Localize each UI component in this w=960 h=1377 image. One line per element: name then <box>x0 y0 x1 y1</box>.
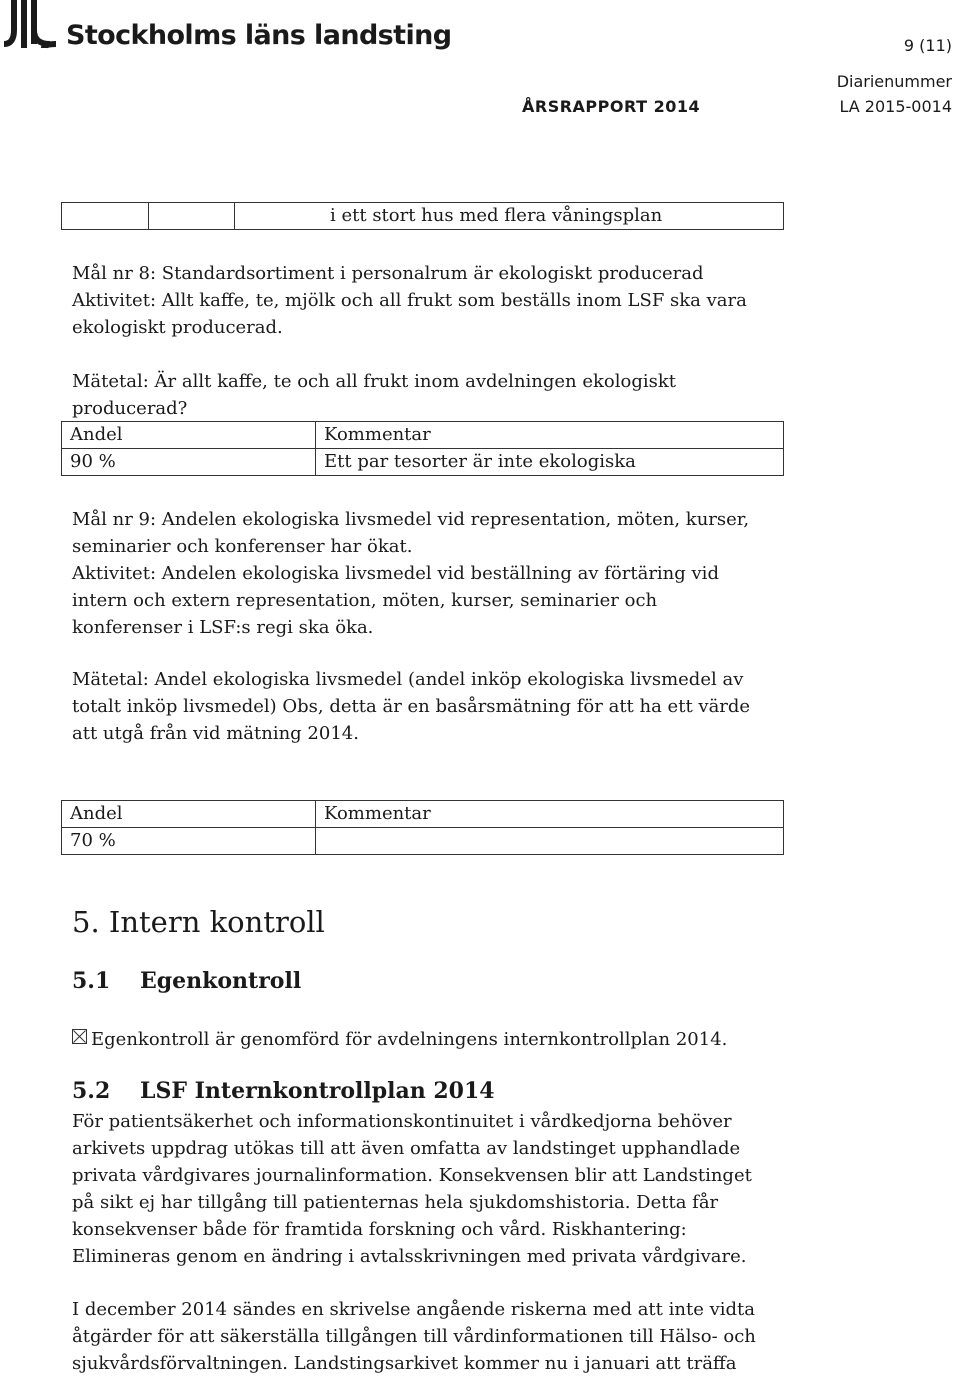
table-cell-value: 70 % <box>62 828 316 855</box>
text-line: seminarier och konferenser har ökat. <box>72 536 413 557</box>
table-cell <box>149 203 235 230</box>
subsection-title: LSF Internkontrollplan 2014 <box>140 1078 495 1104</box>
continued-table <box>61 202 784 230</box>
text-line: arkivets uppdrag utökas till att även omfatta av landstinget upphandlade <box>72 1138 741 1159</box>
text-line: För patientsäkerhet och informationskontinuitet i vårdkedjorna behöver <box>72 1111 732 1132</box>
subsection-title: Egenkontroll <box>140 968 302 994</box>
text-line: Mätetal: Är allt kaffe, te och all frukt inom avdelningen ekologiskt <box>72 371 677 392</box>
checked-checkbox-icon[interactable] <box>72 1029 87 1044</box>
text-line: Mål nr 8: Standardsortiment i personalrum är ekologiskt producerad <box>72 263 704 284</box>
table-cell-comment <box>316 828 784 855</box>
table-row <box>62 801 784 828</box>
subsection-number: 5.1 <box>72 968 111 994</box>
table-cell-value: 90 % <box>62 449 316 476</box>
text-line: åtgärder för att säkerställa tillgången till vårdinformationen till Hälso- och <box>72 1326 756 1347</box>
table-header-kommentar: Kommentar <box>316 422 784 449</box>
goal8-table <box>61 421 784 476</box>
org-logo <box>0 0 452 56</box>
egenkontroll-checkbox-row <box>72 1026 727 1053</box>
table-cell: i ett stort hus med flera våningsplan <box>235 203 784 230</box>
text-line: konferenser i LSF:s regi ska öka. <box>72 617 374 638</box>
text-line: Elimineras genom en ändring i avtalsskrivningen med privata vårdgivare. <box>72 1246 747 1267</box>
text-line: att utgå från vid mätning 2014. <box>72 723 359 744</box>
table-row <box>62 422 784 449</box>
org-name: Stockholms läns landsting <box>66 20 452 51</box>
subsection-number: 5.2 <box>72 1078 111 1104</box>
text-line: intern och extern representation, möten, kurser, seminarier och <box>72 590 658 611</box>
text-line: Mätetal: Andel ekologiska livsmedel (andel inköp ekologiska livsmedel av <box>72 669 744 690</box>
text-line: på sikt ej har tillgång till patienternas hela sjukdomshistoria. Detta får <box>72 1192 719 1213</box>
text-line: Aktivitet: Allt kaffe, te, mjölk och all frukt som beställs inom LSF ska vara <box>72 290 747 311</box>
subsection-heading-egenkontroll <box>72 968 301 994</box>
landsting-crown-logo-icon <box>0 0 62 52</box>
internkontroll-paragraph-2 <box>72 1296 756 1377</box>
text-line: I december 2014 sändes en skrivelse angående riskerna med att inte vidta <box>72 1299 755 1320</box>
text-line: privata vårdgivares journalinformation. Konsekvensen blir att Landstinget <box>72 1165 752 1186</box>
report-title: ÅRSRAPPORT 2014 <box>522 97 701 116</box>
text-line: Aktivitet: Andelen ekologiska livsmedel vid beställning av förtäring vid <box>72 563 719 584</box>
section-heading: 5. Intern kontroll <box>72 905 325 939</box>
diarienummer-value: LA 2015-0014 <box>839 97 952 116</box>
goal8-metric <box>72 368 676 422</box>
text-line: sjukvårdsförvaltningen. Landstingsarkivet kommer nu i januari att träffa <box>72 1353 737 1374</box>
text-line: konsekvenser både för framtida forskning och vård. Riskhantering: <box>72 1219 687 1240</box>
table-cell <box>62 203 149 230</box>
checkbox-label: Egenkontroll är genomförd för avdelningens internkontrollplan 2014. <box>91 1029 728 1050</box>
goal9-table <box>61 800 784 855</box>
table-row <box>62 449 784 476</box>
table-header-andel: Andel <box>62 422 316 449</box>
internkontroll-paragraph-1 <box>72 1108 752 1270</box>
table-cell-comment: Ett par tesorter är inte ekologiska <box>316 449 784 476</box>
text-line: totalt inköp livsmedel) Obs, detta är en basårsmätning för att ha ett värde <box>72 696 751 717</box>
text-line: producerad? <box>72 398 188 419</box>
table-header-kommentar: Kommentar <box>316 801 784 828</box>
subsection-heading-internkontrollplan <box>72 1078 495 1104</box>
page-number: 9 (11) <box>903 36 952 55</box>
table-header-andel: Andel <box>62 801 316 828</box>
table-row <box>62 828 784 855</box>
goal9-metric <box>72 666 750 747</box>
goal8-text <box>72 260 747 341</box>
text-line: ekologiskt producerad. <box>72 317 283 338</box>
goal9-text <box>72 506 749 641</box>
text-line: Mål nr 9: Andelen ekologiska livsmedel vid representation, möten, kurser, <box>72 509 750 530</box>
diarienummer-label: Diarienummer <box>836 72 952 91</box>
